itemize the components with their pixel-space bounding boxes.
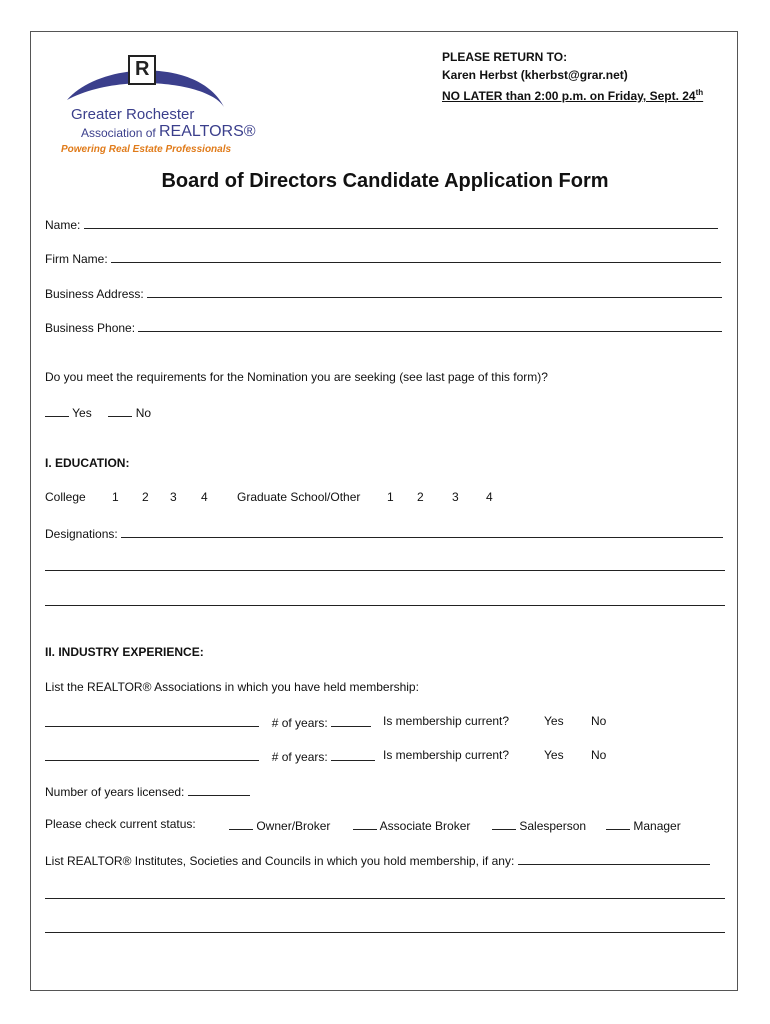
name-row[interactable] [45, 216, 718, 232]
designations-input-line[interactable] [121, 525, 723, 538]
current-no-1[interactable]: No [591, 714, 607, 728]
grad-year-3[interactable]: 3 [452, 490, 459, 504]
no-blank[interactable] [108, 404, 132, 417]
firm-row[interactable] [45, 250, 721, 266]
association-row-2[interactable] [45, 748, 375, 764]
institutes-row[interactable] [45, 852, 710, 868]
yes-label: Yes [72, 406, 92, 420]
current-no-2[interactable]: No [591, 748, 607, 762]
college-year-1[interactable]: 1 [112, 490, 119, 504]
grad-year-2[interactable]: 2 [417, 490, 424, 504]
college-label: College [45, 490, 86, 504]
grad-year-1[interactable]: 1 [387, 490, 394, 504]
licensed-input-line[interactable] [188, 783, 250, 796]
deadline [442, 84, 703, 105]
association-row-1[interactable] [45, 714, 371, 730]
status-text: Salesperson [519, 819, 587, 833]
status-associate-broker[interactable] [353, 817, 470, 833]
current-yes-2[interactable]: Yes [544, 748, 564, 762]
licensed-row[interactable] [45, 783, 250, 799]
years-input-line[interactable] [331, 748, 375, 761]
years-label: # of years: [271, 750, 328, 764]
yes-blank[interactable] [45, 404, 69, 417]
designations-line-3[interactable] [45, 605, 725, 606]
form-page [30, 31, 738, 991]
association-name-line[interactable] [45, 714, 259, 727]
return-contact: Karen Herbst (kherbst@grar.net) [442, 68, 628, 82]
college-year-2[interactable]: 2 [142, 490, 149, 504]
years-label: # of years: [271, 716, 328, 730]
address-input-line[interactable] [147, 285, 722, 298]
firm-input-line[interactable] [111, 250, 721, 263]
institutes-label: List REALTOR® Institutes, Societies and Councils in which you hold membership, if any: [45, 854, 515, 868]
address-label: Business Address: [45, 287, 144, 301]
firm-label: Firm Name: [45, 252, 108, 266]
return-info [442, 48, 703, 105]
status-manager[interactable] [606, 817, 681, 833]
associations-prompt: List the REALTOR® Associations in which you have held membership: [45, 680, 419, 694]
requirements-answers[interactable] [45, 404, 151, 420]
institutes-line-2[interactable] [45, 898, 725, 899]
licensed-label: Number of years licensed: [45, 785, 185, 799]
phone-input-line[interactable] [138, 319, 722, 332]
logo-line-2b: REALTORS® [159, 123, 256, 140]
deadline-text: NO LATER than 2:00 p.m. on Friday, Sept. 24 [442, 89, 696, 103]
grad-year-4[interactable]: 4 [486, 490, 493, 504]
current-label-1: Is membership current? [383, 714, 510, 728]
institutes-input-line[interactable] [518, 852, 710, 865]
status-salesperson[interactable] [492, 817, 586, 833]
designations-row[interactable] [45, 525, 723, 541]
name-input-line[interactable] [84, 216, 718, 229]
requirements-question: Do you meet the requirements for the Nomination you are seeking (see last page of this form)? [45, 370, 548, 384]
association-name-line[interactable] [45, 748, 259, 761]
status-text: Associate Broker [379, 819, 471, 833]
logo-tagline: Powering Real Estate Professionals [61, 144, 232, 155]
status-text: Owner/Broker [256, 819, 331, 833]
logo-line-1: Greater Rochester [71, 106, 195, 123]
name-label: Name: [45, 218, 81, 232]
logo-line-2a: Association of [81, 126, 156, 140]
status-blank[interactable] [229, 817, 253, 830]
experience-heading: II. INDUSTRY EXPERIENCE: [45, 645, 204, 659]
address-row[interactable] [45, 285, 722, 301]
phone-label: Business Phone: [45, 321, 136, 335]
return-label: PLEASE RETURN TO: [442, 50, 568, 64]
college-year-3[interactable]: 3 [170, 490, 177, 504]
years-input-line[interactable] [331, 714, 371, 727]
status-text: Manager [633, 819, 681, 833]
institutes-line-3[interactable] [45, 932, 725, 933]
association-logo [59, 52, 256, 162]
current-yes-1[interactable]: Yes [544, 714, 564, 728]
grad-label: Graduate School/Other [237, 490, 361, 504]
form-title: Board of Directors Candidate Application Form [161, 170, 609, 192]
current-label-2: Is membership current? [383, 748, 510, 762]
education-heading: I. EDUCATION: [45, 456, 130, 470]
no-label: No [135, 406, 152, 420]
r-mark: R [135, 58, 150, 80]
designations-line-2[interactable] [45, 570, 725, 571]
deadline-sup: th [695, 88, 704, 97]
status-blank[interactable] [492, 817, 516, 830]
status-blank[interactable] [606, 817, 630, 830]
phone-row[interactable] [45, 319, 722, 335]
status-label: Please check current status: [45, 817, 196, 831]
designations-label: Designations: [45, 527, 118, 541]
status-owner-broker[interactable] [229, 817, 330, 833]
college-year-4[interactable]: 4 [201, 490, 208, 504]
status-blank[interactable] [353, 817, 377, 830]
